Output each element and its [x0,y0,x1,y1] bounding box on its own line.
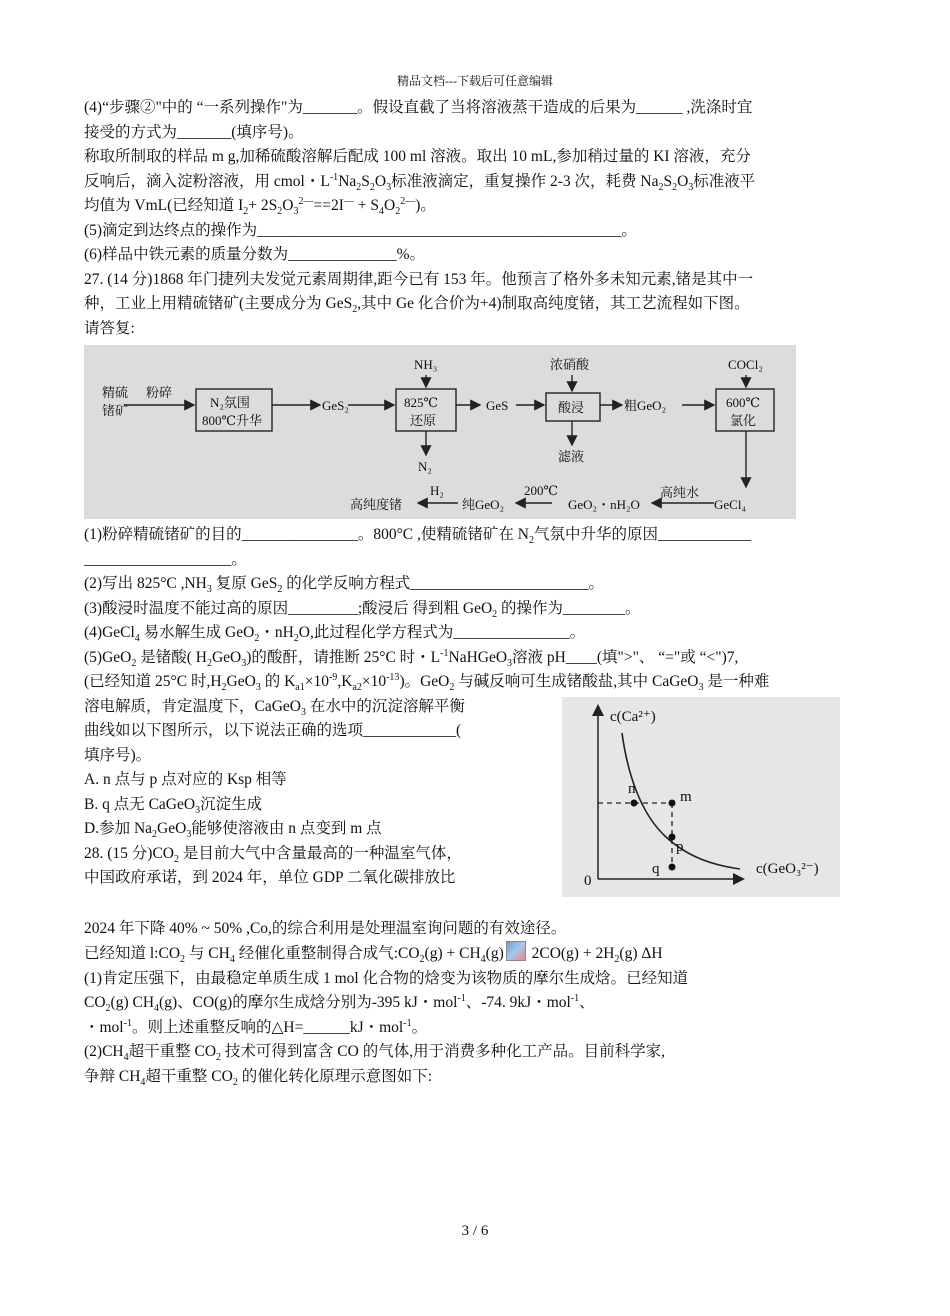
q28-line8: $(2)CH_4$超干重整 $CO_2$ 技术可得到富含 CO 的气体,用于消费多种化工产品。目前科学家, [84,1043,665,1064]
graph-origin: 0 [584,872,592,889]
flow-box4-line2: 氯化 [730,413,757,428]
q27-graph-section [84,695,868,917]
flow-box3: 酸浸 [558,400,585,415]
q26-weigh-line1: 称取所制取的样品 m g,加稀硫酸溶解后配成 100 ml 溶液。取出 10 mL,参加稍过量的 KI 溶液，充分 [84,148,751,165]
flow-n2: N₂ [418,459,432,474]
flow-filtrate: 滤液 [558,449,585,464]
flow-box1-line1: N₂氛围 [210,395,250,410]
q27-part1-line2: ___________________。 [84,550,247,568]
q27-part5-line1: (5)GeO$_2$ 是锗酸( $H_2GeO_3$)的酸酐，请推断 25°C 时・$L^{-1}NaHGeO_3$溶液 pH____(填">"、 “="或 “<")7, [84,647,739,669]
q26-weigh-line3: 均值为 VmL(已经知道 $I_2+ 2S_2O_3^{2—}==2I^— + S_4O_2^{2—}$)。 [84,195,436,218]
q27-part3: (3)酸浸时温度不能过高的原因_________;酸浸后 得到粗 GeO$_2$ 的操作为________。 [84,599,641,620]
q28-line5: (1)肯定压强下，由最稳定单质生成 1 mol 化合物的焓变为该物质的摩尔生成焓。已经知道 [84,969,689,987]
q28-line1: 28. (15 分)$CO_2$ 是目前大气中含量最高的一种温室气体， [84,844,462,865]
q28-line7: ・mol$^{-1}$。则上述重整反响的△H=______kJ・mol$^{-1}$。 [84,1017,428,1036]
q27-intro-line2: 种，工业上用精硫锗矿(主要成分为 GeS$_2$,其中 Ge 化合价为+4)制取高纯度锗，其工艺流程如下图。 [84,295,750,316]
graph-ylabel: c(Ca²⁺) [610,708,656,725]
graph-xlabel: c(GeO₃²⁻) [756,860,819,877]
process-flow-diagram [84,345,796,519]
q27-part1-line1: (1)粉碎精硫锗矿的目的_______________。800°C ,使精硫锗矿在 $N_2$气氛中升华的原因____________ [84,526,751,547]
flow-pure-geo2: 纯GeO₂ [462,497,505,512]
q28-line9: 争辩 $CH_4$超干重整 $CO_2$ 的催化转化原理示意图如下: [84,1067,433,1088]
flow-hydrate: GeO₂・nH₂O [568,497,640,512]
label-q: q [652,860,660,877]
point-q [669,863,676,870]
q26-part4-line2: 接受的方式为_______(填序号)。 [84,123,304,141]
option-b: B. q 点无 CaGeO$_3$沉淀生成 [84,795,263,816]
flow-nh3: NH₃ [414,357,438,372]
q27-intro-line1: 27. (14 分)1868 年门捷列夫发觉元素周期律,距今已有 153 年。他预言了格外多未知元素,锗是其中一 [84,270,754,288]
flow-crush: 粉碎 [146,385,173,400]
q27-graph-text-line3: 填序号)。 [84,746,152,764]
q28-line4: 已经知道 $l:CO_2$ 与 $CH_4$ 经催化重整制得合成气$:CO_2(g) + CH_4(g) 2CO(g) + 2H_2(g)$ ΔH [84,941,868,967]
document-body [84,96,868,1089]
q27-part5-line2: (已经知道 25°C 时$,H_2GeO_3$ 的 $K_{a1}\times 10^{-9},K_{a2}\times 10^{-13}$)。GeO$_2$ 与碱反响可生成锗酸盐,其中 CaGeO$_3$ 是一种难 [84,671,770,694]
flow-h2: H₂ [430,483,444,498]
flow-cocl2: COCl₂ [728,357,763,372]
q28-line2: 中国政府承诺，到 2024 年，单位 GDP 二氧化碳排放比 [84,869,456,886]
flow-ore-line1: 精硫 [102,385,129,400]
point-m [669,799,676,806]
flow-box4-line1: 600℃ [726,395,761,410]
q27-graph-text [84,695,554,891]
flow-water: 高纯水 [660,485,700,500]
point-p [669,833,676,840]
option-d: D.参加 $Na_2GeO_3$能够使溶液由 n 点变到 m 点 [84,820,382,841]
label-m: m [680,788,692,805]
flow-ges2: GeS₂ [322,398,349,413]
flow-crude-geo2: 粗GeO₂ [624,398,667,413]
q28-line6: $CO_2(g)$ $CH_4(g)$、CO(g)的摩尔生成焓分别为-395 kJ・mol$^{-1}$、-74. 9kJ・mol$^{-1}$、 [84,992,595,1015]
q26-weigh-line2: 反响后，滴入淀粉溶液，用 cmol・$L^{-1}Na_2S_2O_3$标准液滴定，重复操作 2-3 次，耗费 $Na_2S_2O_3$标准液平 [84,171,756,193]
page-header: 精品文档---下载后可任意编辑 [397,74,553,88]
flow-box2-line1: 825℃ [404,395,439,410]
q26-part5: (5)滴定到达终点的操作为_______________________________________________。 [84,221,637,239]
flow-gecl4: GeCl₄ [714,497,746,512]
flow-final: 高纯度锗 [350,497,403,512]
option-a: A. n 点与 p 点对应的 Ksp 相等 [84,771,287,788]
q27-part4: (4)GeCl$_4$ 易水解生成 GeO$_2$・$nH_2O$,此过程化学方程式为_______________。 [84,624,586,645]
q27-graph-text-line2: 曲线如以下图所示，以下说法正确的选项____________( [84,722,462,739]
solubility-curve-graph [562,697,840,897]
q27-graph-text-line1: 溶电解质，肯定温度下，CaGeO$_3$ 在水中的沉淀溶解平衡 [84,697,465,718]
flow-box2-line2: 还原 [410,413,437,428]
reaction-arrow-image-icon [506,941,526,961]
flow-ore-line2: 锗矿 [102,403,129,418]
flow-ges: GeS [486,398,509,413]
q27-part2: (2)写出 825°C $,NH_3$ 复原 GeS$_2$ 的化学反响方程式_______________________。 [84,575,604,596]
label-n: n [628,780,636,797]
point-n [631,799,638,806]
flow-hno3: 浓硝酸 [550,357,590,372]
q26-part6: (6)样品中铁元素的质量分数为______________%。 [84,246,425,263]
q27-intro-line3: 请答复: [84,319,135,337]
q28-line3: 2024 年下降 40% ~ 50% ,Co,的综合利用是处理温室询问题的有效途径。 [84,919,567,937]
flow-box1-line2: 800℃升华 [202,413,263,428]
q26-part4-line1: (4)“步骤②"中的 “一系列操作"为_______。假设直截了当将溶液蒸干造成的后果为______ ,洗涤时宜 [84,99,753,116]
label-p: p [676,838,684,855]
flow-200c: 200℃ [524,483,559,498]
page-number: 3 / 6 [461,1223,489,1239]
